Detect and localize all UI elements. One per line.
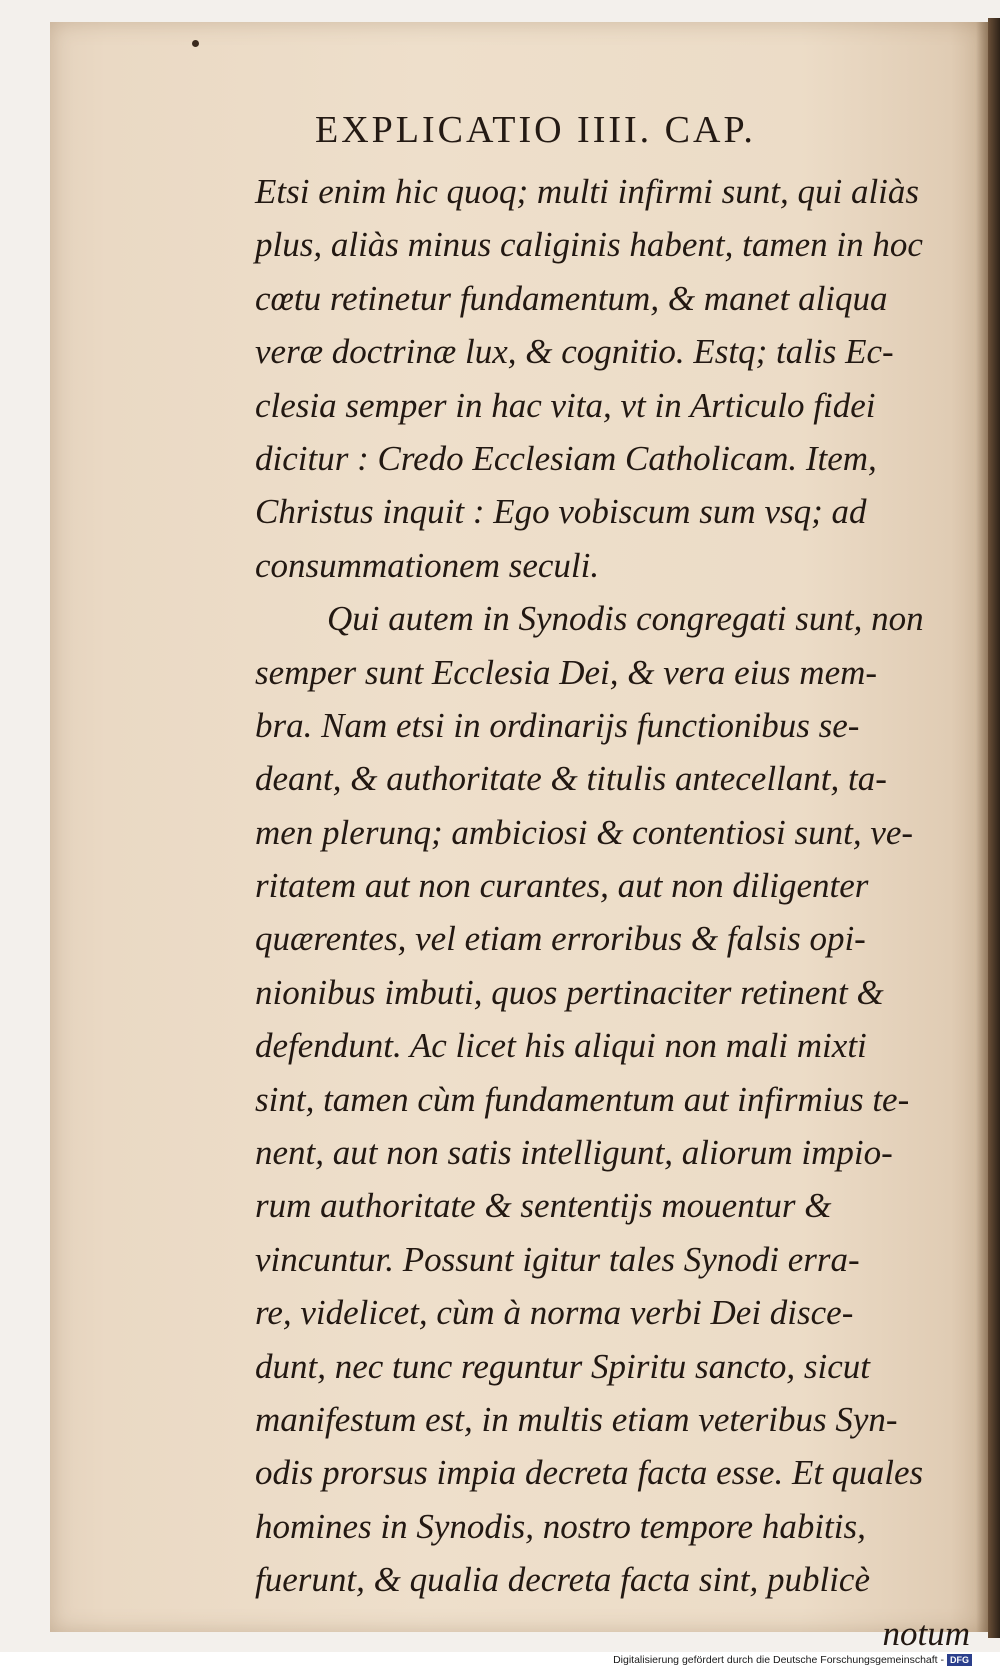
ink-speck	[192, 40, 199, 47]
text-line: re, videlicet, cùm à norma verbi Dei disce-	[255, 1293, 854, 1333]
credit-text: Digitalisierung gefördert durch die Deutsche Forschungsgemeinschaft -	[613, 1654, 944, 1666]
running-head: EXPLICATIO IIII. CAP.	[315, 109, 756, 151]
text-line: fuerunt, & qualia decreta facta sint, publicè	[255, 1560, 870, 1600]
text-line: Christus inquit : Ego vobiscum sum vsq; ad	[255, 492, 867, 532]
text-line: homines in Synodis, nostro tempore habitis,	[255, 1506, 866, 1546]
text-line: sint, tamen cùm fundamentum aut infirmius te-	[255, 1079, 910, 1119]
text-line: quærentes, vel etiam erroribus & falsis opi-	[255, 919, 866, 959]
paragraph-start-line: Qui autem in Synodis congregati sunt, non	[327, 599, 924, 639]
text-line: clesia semper in hac vita, vt in Articulo fidei	[255, 385, 876, 425]
text-line: bra. Nam etsi in ordinarijs functionibus se-	[255, 705, 860, 745]
digitization-credit	[613, 1654, 972, 1666]
text-line: defendunt. Ac licet his aliqui non mali mixti	[255, 1026, 867, 1066]
text-line: Etsi enim hic quoq; multi infirmi sunt, qui aliàs	[255, 172, 920, 211]
text-line: semper sunt Ecclesia Dei, & vera eius mem-	[255, 652, 878, 692]
text-line: ritatem aut non curantes, aut non diligenter	[255, 866, 869, 906]
text-line: deant, & authoritate & titulis antecellant, ta-	[255, 759, 887, 799]
text-line: dicitur : Credo Ecclesiam Catholicam. Item,	[255, 438, 877, 478]
dfg-logo: DFG	[947, 1654, 972, 1666]
text-line: plus, aliàs minus caliginis habent, tamen in hoc	[255, 225, 923, 265]
text-line: dunt, nec tunc reguntur Spiritu sancto, sicut	[255, 1346, 871, 1386]
text-line: manifestum est, in multis etiam veteribus Syn-	[255, 1399, 898, 1439]
text-line: men plerunq; ambiciosi & contentiosi sunt, ve-	[255, 812, 914, 852]
catchword: notum	[882, 1613, 970, 1653]
text-line: vincuntur. Possunt igitur tales Synodi erra-	[255, 1239, 860, 1279]
text-line: cœtu retinetur fundamentum, & manet aliqua	[255, 278, 888, 318]
text-line: nionibus imbuti, quos pertinaciter retinent &	[255, 972, 884, 1012]
text-line: odis prorsus impia decreta facta esse. Et quales	[255, 1453, 924, 1493]
text-line: consummationem seculi.	[255, 545, 600, 585]
page-fold-shadow	[988, 18, 1000, 1638]
text-line: nent, aut non satis intelligunt, aliorum impio-	[255, 1133, 893, 1173]
body-text	[255, 165, 970, 1660]
text-line: rum authoritate & sententijs mouentur &	[255, 1186, 832, 1226]
text-line: veræ doctrinæ lux, & cognitio. Estq; talis Ec-	[255, 332, 894, 372]
